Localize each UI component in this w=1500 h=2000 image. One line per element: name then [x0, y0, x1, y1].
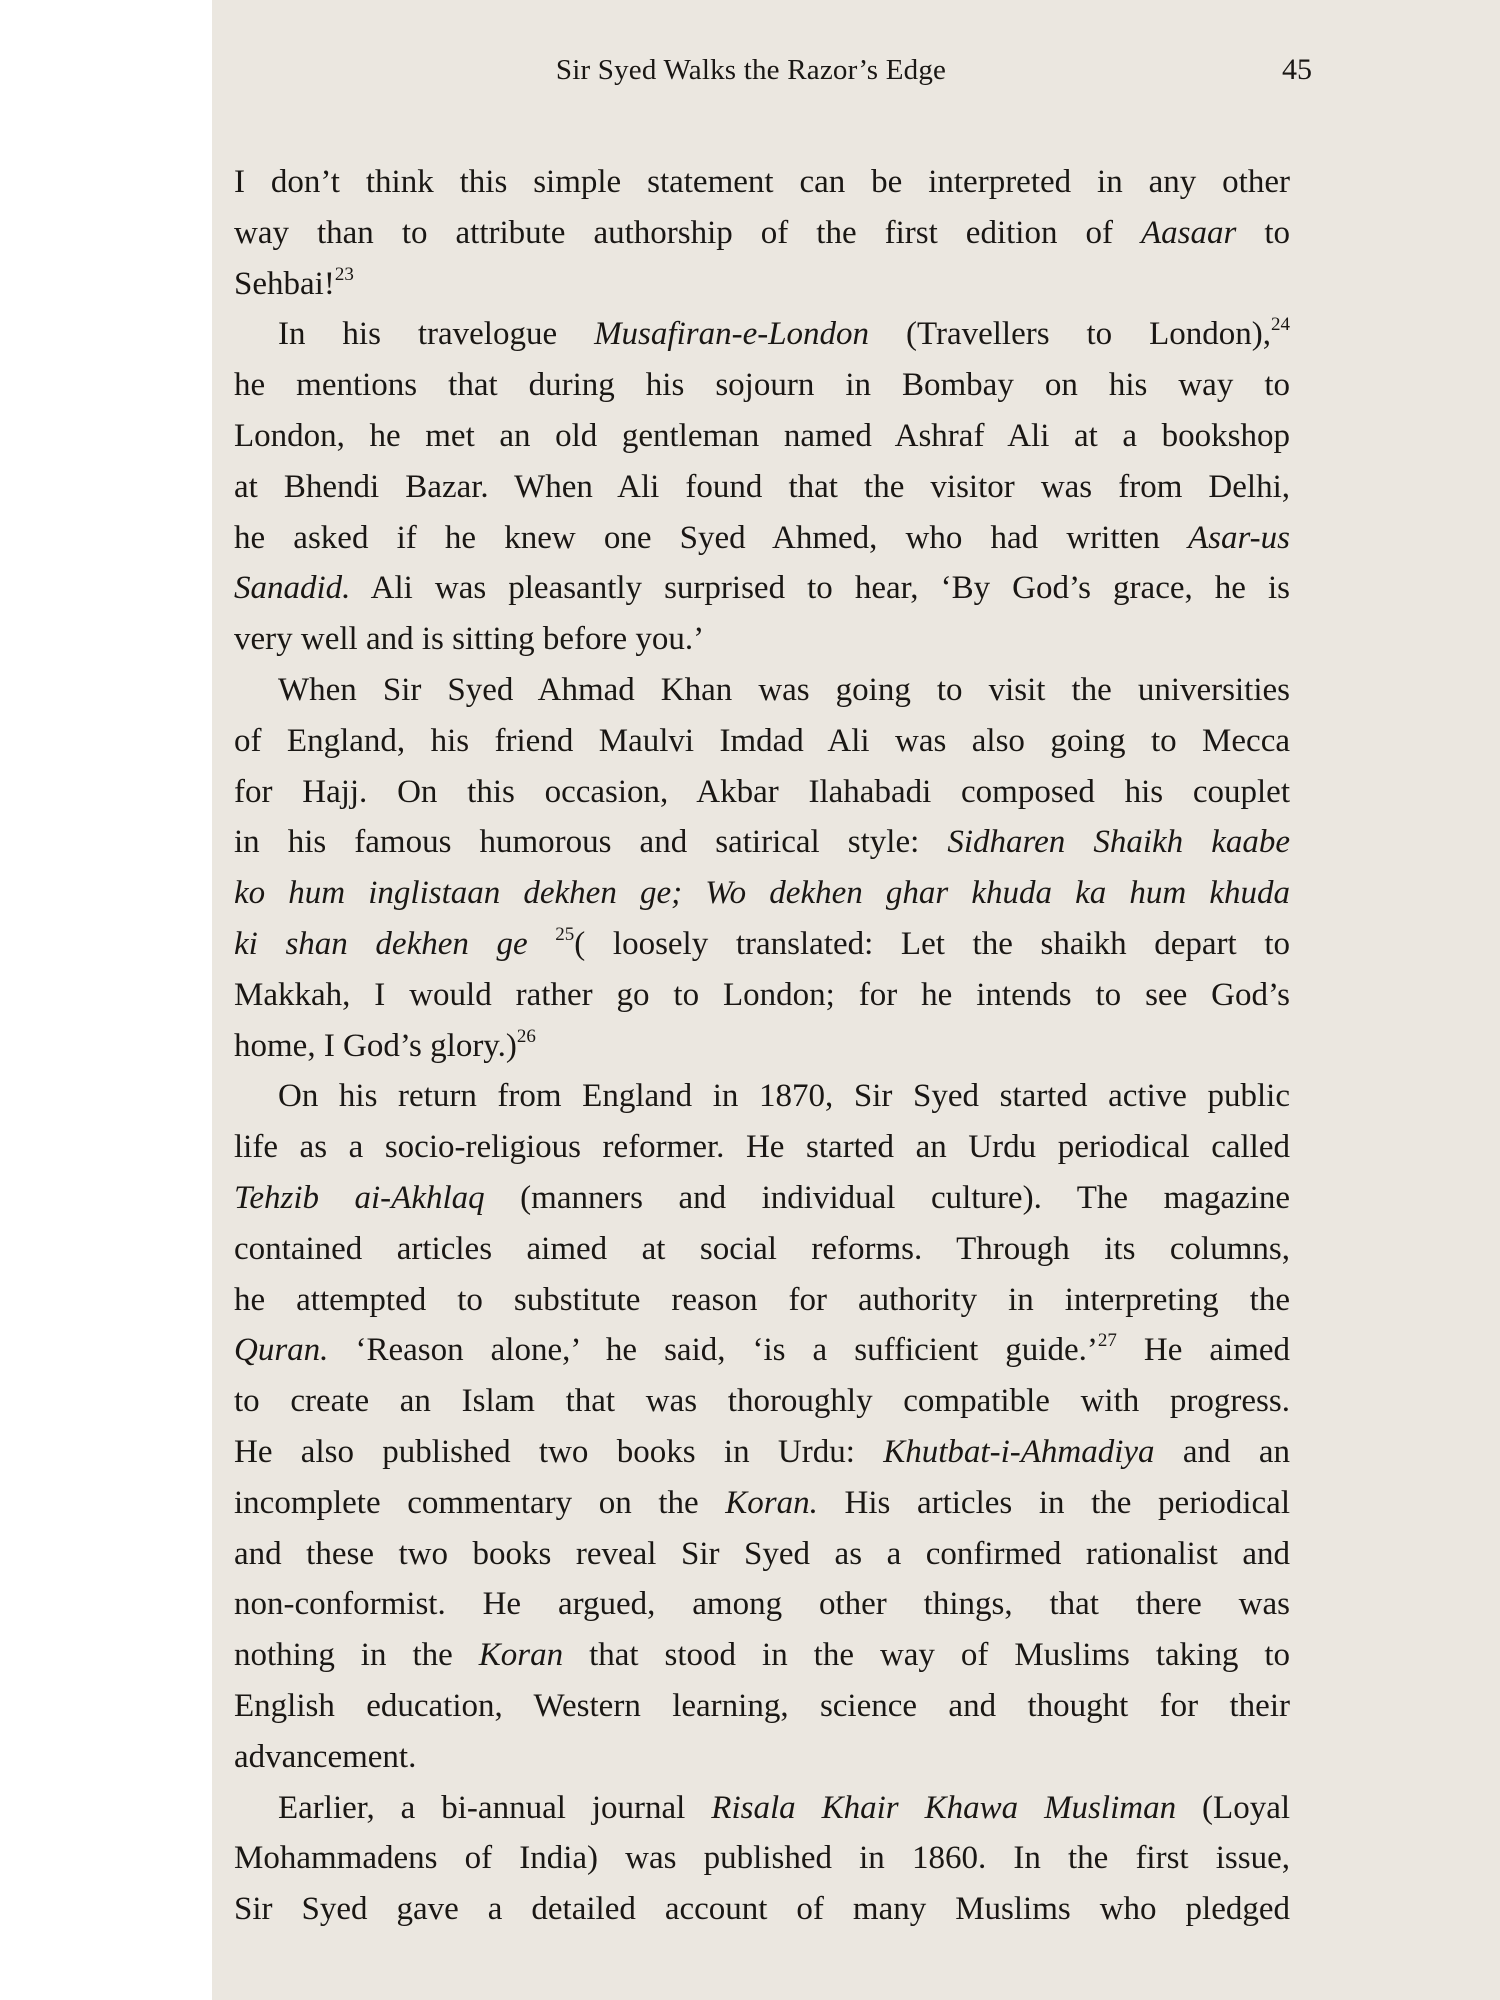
italic-text: Aasaar: [1140, 214, 1237, 251]
text-run: way than to attribute authorship of the first edition of: [234, 214, 1141, 251]
page-number: 45: [1282, 53, 1312, 86]
text-line: [234, 309, 1290, 360]
text-line: [234, 1681, 1290, 1732]
text-run: non-conformist. He argued, among other things, that there was: [234, 1586, 1290, 1623]
italic-text: Sidharen Shaikh kaabe: [947, 824, 1290, 861]
text-line: [234, 1021, 1290, 1072]
text-run: and an: [1154, 1433, 1291, 1470]
text-run: very well and is sitting before you.’: [234, 621, 705, 658]
text-line: [234, 716, 1290, 767]
footnote-ref: 23: [334, 263, 354, 285]
text-run: On his return from England in 1870, Sir Syed started active public: [278, 1078, 1290, 1115]
italic-text: Risala Khair Khawa Musliman: [711, 1789, 1177, 1826]
text-line: [234, 1122, 1290, 1173]
text-run: (Loyal: [1176, 1789, 1291, 1826]
text-run: life as a socio-religious reformer. He started an Urdu periodical called: [234, 1129, 1290, 1166]
text-run: he mentions that during his sojourn in Bombay on his way to: [234, 367, 1290, 404]
text-line: [234, 411, 1290, 462]
text-line: [234, 1630, 1290, 1681]
text-line: [234, 1376, 1290, 1427]
text-line: [234, 259, 1290, 310]
footnote-ref: 25: [555, 923, 575, 945]
text-run: Sir Syed gave a detailed account of many Muslims who pledged: [234, 1891, 1290, 1928]
text-line: [234, 1224, 1290, 1275]
text-run: incomplete commentary on the: [234, 1484, 726, 1521]
text-run: nothing in the: [234, 1637, 479, 1674]
text-line: [234, 1275, 1290, 1326]
book-page: [212, 0, 1500, 2000]
text-run: advancement.: [234, 1738, 417, 1775]
text-line: [234, 563, 1290, 614]
italic-text: Tehzib ai-Akhlaq: [234, 1179, 485, 1216]
text-line: [234, 919, 1290, 970]
text-run: he attempted to substitute reason for authority in interpreting the: [234, 1281, 1290, 1318]
text-line: [234, 1783, 1290, 1834]
text-line: [234, 208, 1290, 259]
text-line: [234, 1884, 1290, 1935]
text-run: His articles in the periodical: [817, 1484, 1290, 1521]
text-run: London, he met an old gentleman named Ashraf Ali at a bookshop: [234, 417, 1290, 454]
text-run: (Travellers to London),: [869, 316, 1271, 353]
text-line: [234, 1071, 1290, 1122]
footnote-ref: 24: [1271, 314, 1290, 336]
footnote-ref: 27: [1097, 1330, 1117, 1352]
running-title: Sir Syed Walks the Razor’s Edge: [555, 54, 947, 86]
text-run: He aimed: [1116, 1332, 1291, 1369]
body-text: [234, 157, 1290, 1935]
text-line: [234, 970, 1290, 1021]
text-line: [234, 1529, 1290, 1580]
text-run: to: [1236, 214, 1290, 251]
text-run: that stood in the way of Muslims taking to: [563, 1637, 1290, 1674]
text-run: in his famous humorous and satirical style:: [234, 824, 948, 861]
text-line: [234, 1579, 1290, 1630]
text-run: contained articles aimed at social reforms. Through its columns,: [234, 1230, 1290, 1267]
italic-text: Sanadid.: [234, 570, 351, 607]
italic-text: Khutbat-i-Ahmadiya: [883, 1433, 1155, 1470]
text-line: [234, 1325, 1290, 1376]
text-run: to create an Islam that was thoroughly compatible with progress.: [234, 1383, 1290, 1420]
text-run: In his travelogue: [278, 316, 595, 353]
text-line: [234, 513, 1290, 564]
text-run: at Bhendi Bazar. When Ali found that the visitor was from Delhi,: [234, 468, 1290, 505]
text-run: of England, his friend Maulvi Imdad Ali was also going to Mecca: [234, 722, 1290, 759]
text-run: English education, Western learning, science and thought for their: [234, 1687, 1290, 1724]
text-run: he asked if he knew one Syed Ahmed, who had written: [234, 519, 1188, 556]
text-run: When Sir Syed Ahmad Khan was going to visit the universities: [278, 671, 1290, 708]
text-line: [234, 360, 1290, 411]
text-line: [234, 817, 1290, 868]
text-run: ( loosely translated: Let the shaikh depart to: [574, 925, 1291, 962]
text-run: Ali was pleasantly surprised to hear, ‘By God’s grace, he is: [350, 570, 1290, 607]
italic-text: Koran: [478, 1637, 564, 1674]
text-line: [234, 1173, 1290, 1224]
running-head: [212, 48, 1312, 92]
text-run: [528, 926, 556, 962]
text-line: [234, 1478, 1290, 1529]
text-line: [234, 868, 1290, 919]
text-run: for Hajj. On this occasion, Akbar Ilahabadi composed his couplet: [234, 773, 1290, 810]
text-line: [234, 157, 1290, 208]
scan-margin: [0, 0, 212, 2000]
text-run: He also published two books in Urdu:: [234, 1433, 884, 1470]
text-line: [234, 1427, 1290, 1478]
italic-text: Asar-us: [1187, 519, 1290, 556]
italic-text: Musafiran-e-London: [594, 316, 870, 353]
text-run: home, I God’s glory.): [234, 1027, 517, 1064]
text-line: [234, 614, 1290, 665]
text-run: Makkah, I would rather go to London; for he intends to see God’s: [234, 976, 1290, 1013]
italic-text: ki shan dekhen ge: [234, 925, 528, 962]
text-run: (manners and individual culture). The magazine: [484, 1179, 1290, 1216]
italic-text: Koran.: [725, 1484, 818, 1521]
text-line: [234, 665, 1290, 716]
text-line: [234, 767, 1290, 818]
text-run: Mohammadens of India) was published in 1860. In the first issue,: [234, 1840, 1290, 1877]
text-line: [234, 1833, 1290, 1884]
text-run: and these two books reveal Sir Syed as a confirmed rationalist and: [234, 1535, 1290, 1572]
footnote-ref: 26: [516, 1025, 536, 1047]
text-line: [234, 1732, 1290, 1783]
text-run: Earlier, a bi-annual journal: [278, 1789, 712, 1826]
italic-text: Quran.: [234, 1332, 329, 1369]
text-run: Sehbai!: [234, 265, 335, 302]
italic-text: ko hum inglistaan dekhen ge; Wo dekhen ghar khuda ka hum khuda: [234, 875, 1290, 912]
text-line: [234, 462, 1290, 513]
text-run: ‘Reason alone,’ he said, ‘is a sufficient guide.’: [328, 1332, 1098, 1369]
text-run: I don’t think this simple statement can be interpreted in any other: [234, 164, 1290, 200]
